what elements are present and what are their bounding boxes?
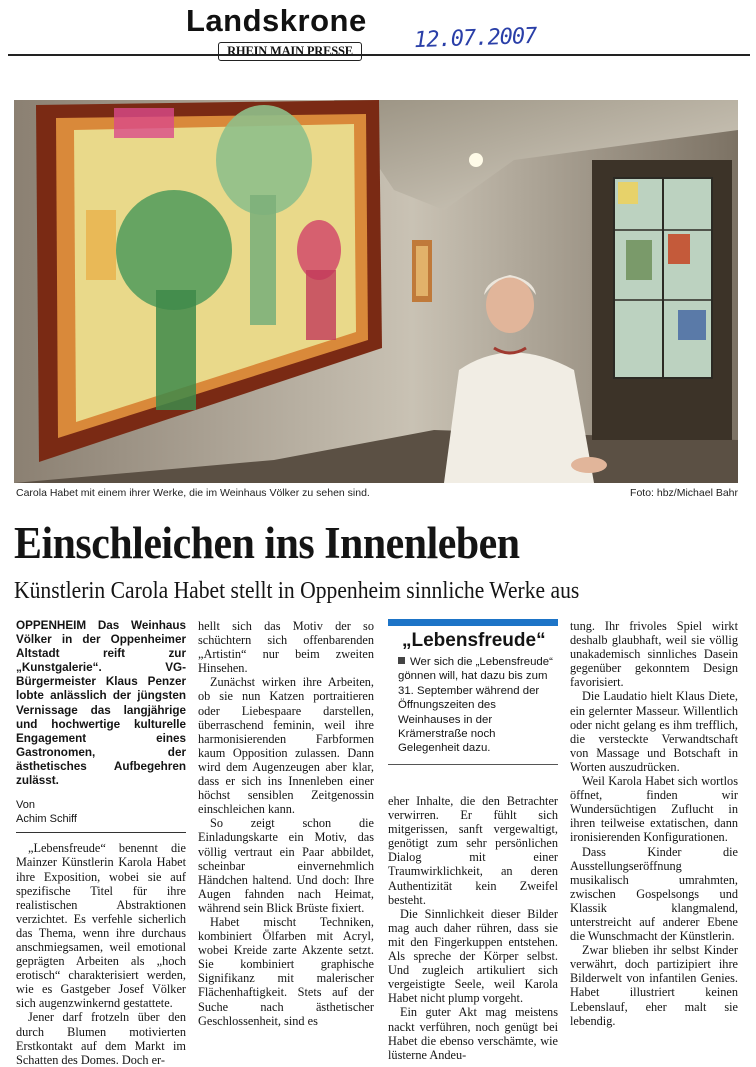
article-photo bbox=[14, 100, 738, 483]
info-box-body: Wer sich die „Lebensfreude“ gönnen will, hat dazu bis zum 31. September während der Öffnungszeiten des Weinhauses in der Krämerstraße noch Gelegenheit dazu. bbox=[398, 656, 553, 755]
info-box-accent-bar bbox=[388, 619, 558, 626]
newspaper-title: Landskrone bbox=[186, 3, 367, 38]
body-paragraph: tung. Ihr frivoles Spiel wirkt deshalb glaubhaft, weil sie völlig unakademisch sinnliches Dasein gegenüber gekonntem Design favorisiert. bbox=[570, 619, 738, 690]
body-paragraph: Zwar blieben ihr selbst Kinder verwährt, doch partizipiert ihre Bilderwelt von infantilen Genies. Habet illustriert keinen Lebenslauf, eher malt sie lebendig. bbox=[570, 943, 738, 1028]
photo-illustration bbox=[14, 100, 738, 483]
lead-paragraph bbox=[16, 619, 186, 788]
publisher-label: RHEIN MAIN PRESSE bbox=[218, 42, 362, 61]
lead-text: Das Weinhaus Völker in der Oppenheimer Altstadt reift zur „Kunstgalerie“. VG-Bürgermeister Klaus Penzer lobte anlässlich der jüngsten Vernissage das langjährige und hochwertige kulturelle Engagement eines Gastronomen, der ästhetisches Aufbegehren zulässt. bbox=[16, 619, 186, 788]
dateline: OPPENHEIM bbox=[16, 619, 87, 632]
bullet-square-icon bbox=[398, 657, 405, 664]
byline-divider bbox=[16, 832, 186, 833]
article-subheadline: Künstlerin Carola Habet stellt in Oppenheim sinnliche Werke aus bbox=[14, 578, 580, 604]
byline-label: Von bbox=[16, 799, 35, 812]
info-box bbox=[388, 619, 558, 784]
byline-author: Achim Schiff bbox=[16, 813, 77, 826]
body-paragraph: Die Laudatio hielt Klaus Diete, ein gelernter Masseur. Willentlich oder nicht gelang es ihm trefflich, die versteckte Verwandtschaft von Massage und Botschaft in Worten auszudrücken. bbox=[570, 689, 738, 774]
body-paragraph: So zeigt schon die Einladungskarte ein Motiv, das völlig vertraut ein Paar abbildet, scheinbar einvernehmlich Händchen haltend. Und doch: Ihre Augen fahnden nach Heimat, während sein Blick Brüste fixiert. bbox=[198, 816, 374, 915]
column-3 bbox=[388, 794, 558, 1062]
photo-caption: Carola Habet mit einem ihrer Werke, die im Weinhaus Völker zu sehen sind. bbox=[16, 487, 370, 499]
article-headline: Einschleichen ins Innenleben bbox=[14, 518, 520, 568]
body-paragraph: Zunächst wirken ihre Arbeiten, ob sie nun Katzen portraitieren oder Liebespaare darstellen, überraschend feminin, weil ihre harmonisierenden Farbformen kaum Opposition zulassen. Dann wird dem Augenzeugen aber klar, dass er sich ins Innenleben einer höchst sensiblen Zeitgenossin einschleichen kann. bbox=[198, 675, 374, 817]
body-paragraph: hellt sich das Motiv der so schüchtern sich offenbarenden „Artistin“ nur beim zweiten Hinsehen. bbox=[198, 619, 374, 676]
body-paragraph: Die Sinnlichkeit dieser Bilder mag auch daher rühren, dass sie mit den Fingerkuppen entstehen. Als spreche der Körper selbst. Und zugleich artikuliert sich vergeistigte Seele, weil Karola Habet nicht plump vorgeht. bbox=[388, 906, 558, 1006]
masthead-rule bbox=[8, 54, 750, 56]
handwritten-date: 12.07.2007 bbox=[413, 23, 537, 54]
body-paragraph: Weil Karola Habet sich wortlos öffnet, finden wir Wundersüchtigen Zuflucht in ihren teilweise extatischen, dann ironisierenden Konfigurationen. bbox=[570, 774, 738, 845]
photo-credit: Foto: hbz/Michael Bahr bbox=[630, 487, 738, 499]
column-2 bbox=[198, 619, 374, 1028]
body-paragraph: Ein guter Akt mag meistens nackt verführen, noch genügt bei Habet die ebenso verschämte, wie lüsterne Andeu- bbox=[388, 1005, 558, 1062]
body-paragraph: eher Inhalte, die den Betrachter verwirren. Er fühlt sich mitgerissen, sanft vergewaltigt, genötigt zum sehr persönlichen Dialog mit einer Traumwirklichkeit, an deren Authentizität kein Zweifel besteht. bbox=[388, 794, 558, 907]
body-paragraph: Habet mischt Techniken, kombiniert Ölfarben mit Acryl, wobei Kreide zarte Akzente setzt. Sie kombiniert graphische Signifikanz mit malerischer Flächenhaftigkeit. Stets auf der Suche nach ästhetischer Geschlossenheit, sind es bbox=[198, 914, 374, 1028]
info-box-divider bbox=[388, 764, 558, 765]
info-box-text bbox=[398, 655, 558, 756]
body-paragraph: Dass Kinder die Ausstellungseröffnung musikalisch umrahmten, zwischen Gospelsongs und Klassik klangmalend, unterstreicht auf anderer Ebene die Wunschmacht der Künstlerin. bbox=[570, 844, 738, 944]
info-box-title: „Lebensfreude“ bbox=[402, 630, 546, 651]
column-1 bbox=[16, 619, 186, 1067]
column-4 bbox=[570, 619, 738, 1028]
body-paragraph: „Lebensfreude“ benennt die Mainzer Künstlerin Karola Habet ihre Exposition, wobei sie auf spezifische Titel für ihre realistischen Abstraktionen verzichtet. Es verfehle sicherlich das Thema, wenn ihre durchaus anschmiegsamen, weil emotional geprägten Arbeiten als „hoch erotisch“ charakterisiert werden, wie es Gastgeber Josef Völker sich augenzwinkernd gestattete. bbox=[16, 841, 186, 1011]
body-paragraph: Jener darf frotzeln über den durch Blumen motivierten Erstkontakt auf dem Markt im Schatten des Domes. Doch er- bbox=[16, 1010, 186, 1067]
